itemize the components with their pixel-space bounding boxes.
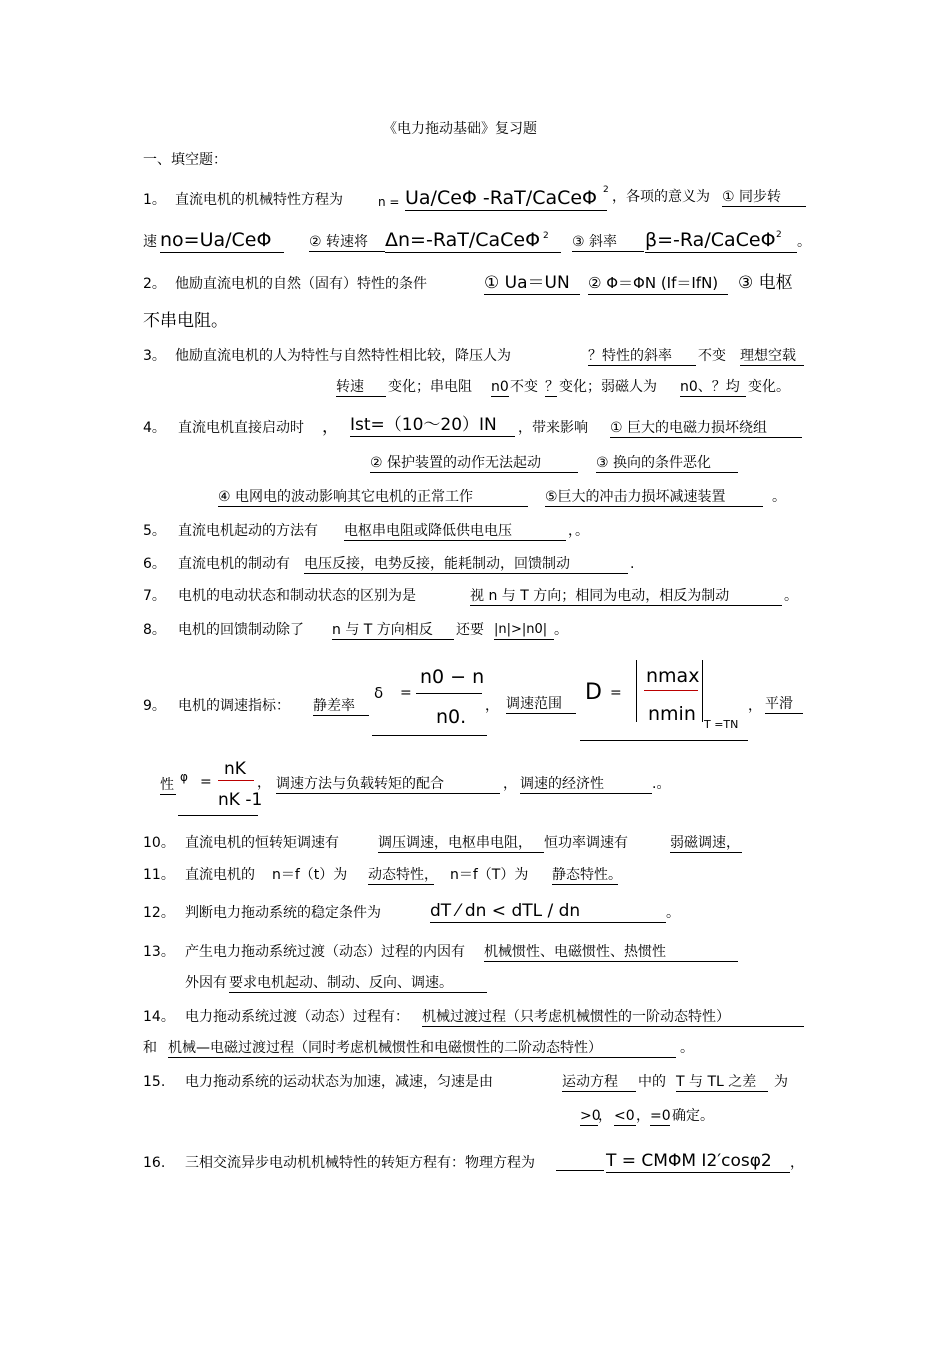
q9-end: .。 bbox=[652, 776, 671, 792]
q9-nmin: nmin bbox=[648, 703, 696, 725]
q2-answer-2: ② Φ＝ΦN (If＝IfN) bbox=[588, 272, 728, 295]
q3-stem: 他励直流电机的人为特性与自然特性相比较，降压人为 bbox=[175, 348, 511, 364]
q9-fraction-denominator: n0. bbox=[436, 706, 467, 728]
q6-stem: 直流电机的制动有 bbox=[178, 556, 290, 572]
q1-answer-2-sup: 2 bbox=[543, 231, 549, 241]
q9-underline-1 bbox=[372, 735, 487, 736]
q1-mid: ，各项的意义为 bbox=[612, 189, 710, 205]
q1-sup: 2 bbox=[603, 185, 609, 195]
q9-underline-3 bbox=[178, 815, 258, 816]
q4-number: 4。 bbox=[143, 420, 166, 436]
q14-end: 。 bbox=[680, 1040, 694, 1056]
q1-answer-1b: 速 bbox=[143, 234, 157, 250]
q4-formula: Ist=（10～20）IN bbox=[350, 414, 515, 437]
q5-stem: 直流电机起动的方法有 bbox=[178, 523, 318, 539]
q12-number: 12。 bbox=[143, 905, 175, 921]
q2-number: 2。 bbox=[143, 276, 166, 292]
q5-number: 5。 bbox=[143, 523, 166, 539]
q10-number: 10。 bbox=[143, 835, 175, 851]
q2-stem: 他励直流电机的自然（固有）特性的条件 bbox=[175, 276, 427, 292]
q4-answer-5: ⑤巨大的冲击力损坏减速装置 bbox=[545, 488, 763, 507]
q9-nmax: nmax bbox=[646, 665, 700, 687]
q15-comma-2: ， bbox=[636, 1108, 650, 1124]
q9-answer-5: 调速的经济性 bbox=[520, 775, 652, 794]
q3-text-4: 变化；弱磁人为 bbox=[559, 379, 657, 395]
q11-answer-2: 静态特性。 bbox=[552, 867, 622, 883]
q11-f2: n＝f（T）为 bbox=[450, 867, 529, 883]
q15-answer-4: <0 bbox=[614, 1108, 635, 1124]
q5-end: ，。 bbox=[568, 523, 589, 539]
q1-answer-1a: ① 同步转 bbox=[722, 188, 806, 207]
q15-answer-2: T 与 TL 之差 bbox=[676, 1073, 768, 1092]
q1-answer-1c: no=Ua/CeΦ bbox=[160, 228, 284, 253]
q3-answer-5: ？ bbox=[545, 379, 559, 395]
q3-answer-6: n0、？均 bbox=[680, 378, 746, 397]
q12-stem: 判断电力拖动系统的稳定条件为 bbox=[185, 905, 381, 921]
q9-fraction-bar bbox=[416, 693, 482, 694]
q1-answer-2-label: ② 转速将 bbox=[309, 233, 385, 252]
q9-bracket-left bbox=[636, 660, 637, 722]
q12-answer: dT ⁄ dn < dTL / dn bbox=[430, 900, 666, 923]
q3-answer-2: 理想空载 bbox=[740, 347, 804, 366]
q3-text-5: 变化。 bbox=[748, 379, 790, 395]
q6-number: 6。 bbox=[143, 556, 166, 572]
q15-comma-1: ， bbox=[598, 1108, 612, 1124]
q3-text-3: 不变 bbox=[510, 379, 538, 395]
q9-D: D bbox=[585, 680, 602, 705]
q15-stem: 电力拖动系统的运动状态为加速，减速，匀速是由 bbox=[185, 1074, 493, 1090]
q13-answer-2: 要求电机起动、制动、反向、调速。 bbox=[229, 974, 487, 993]
q11-stem: 直流电机的 bbox=[185, 867, 255, 883]
q9-condition: T =TN bbox=[704, 718, 739, 731]
q9-delta: δ bbox=[374, 684, 384, 702]
q3-answer-3: 转速 bbox=[336, 378, 386, 397]
q7-end: 。 bbox=[784, 588, 798, 604]
q9-comma-1: ， bbox=[485, 698, 499, 714]
q14-answer-1: 机械过渡过程（只考虑机械惯性的一阶动态特性） bbox=[422, 1008, 804, 1027]
q4-answer-1: ① 巨大的电磁力损坏绕组 bbox=[610, 419, 802, 438]
q1-answer-3: β=-Ra/CaCeΦ bbox=[645, 228, 797, 253]
q9-comma-2: ， bbox=[748, 698, 762, 714]
q6-answer: 电压反接，电势反接，能耗制动，回馈制动 bbox=[304, 555, 628, 574]
q3-text-2: 变化；串电阻 bbox=[388, 379, 472, 395]
q4-comma: ， bbox=[322, 417, 339, 437]
q8-answer-1: n 与 T 方向相反 bbox=[332, 621, 454, 640]
q13-stem: 产生电力拖动系统过渡（动态）过程的内因有 bbox=[185, 944, 465, 960]
q4-answer-4: ④ 电网电的波动影响其它电机的正常工作 bbox=[218, 488, 528, 507]
q9-D-eq: = bbox=[610, 685, 622, 701]
q9-nK-1: nK -1 bbox=[218, 790, 263, 810]
q11-number: 11。 bbox=[143, 867, 175, 883]
q10-mid: 恒功率调速有 bbox=[544, 835, 628, 851]
q12-end: 。 bbox=[666, 905, 680, 921]
q15-mid-2: 为 bbox=[774, 1074, 788, 1090]
q13-number: 13。 bbox=[143, 944, 175, 960]
page-title: 《电力拖动基础》复习题 bbox=[383, 121, 537, 137]
q3-number: 3。 bbox=[143, 348, 166, 364]
q3-answer-1: ？特性的斜率 bbox=[588, 347, 696, 366]
q9-phi-bar bbox=[218, 780, 254, 781]
q9-number: 9。 bbox=[143, 698, 166, 714]
q11-f1: n＝f（t）为 bbox=[272, 867, 348, 883]
q2-answer-3: ③ 电枢 bbox=[738, 273, 793, 293]
q15-answer-5: =0 bbox=[650, 1108, 671, 1124]
q16-stem: 三相交流异步电动机机械特性的转矩方程有：物理方程为 bbox=[185, 1155, 535, 1171]
q4-answer-2: ② 保护装置的动作无法起动 bbox=[370, 454, 578, 473]
q14-answer-2: 机械—电磁过渡过程（同时考虑机械惯性和电磁惯性的二阶动态特性） bbox=[168, 1039, 676, 1058]
q14-stem-2: 和 bbox=[143, 1040, 157, 1056]
q9-bracket-right bbox=[702, 660, 703, 722]
q9-answer-3b: 性 bbox=[160, 777, 174, 793]
q9-answer-1: 静差率 bbox=[313, 697, 369, 716]
q15-mid: 中的 bbox=[638, 1074, 666, 1090]
q14-number: 14。 bbox=[143, 1009, 175, 1025]
q9-phi-eq: = bbox=[200, 774, 212, 790]
q15-answer-3: >0 bbox=[580, 1108, 601, 1124]
q9-answer-2: 调速范围 bbox=[506, 695, 576, 714]
q4-mid: ，带来影响 bbox=[518, 420, 588, 436]
q3-answer-4: n0 bbox=[491, 379, 509, 395]
q9-comma-3: ， bbox=[257, 775, 271, 791]
q15-end: 确定。 bbox=[672, 1108, 714, 1124]
q9-fraction-numerator: n0 − n bbox=[420, 666, 485, 688]
q11-answer-1: 动态特性， bbox=[368, 867, 438, 883]
q1-answer-2: Δn=-RaT/CaCeΦ bbox=[385, 228, 561, 253]
q8-stem: 电机的回馈制动除了 bbox=[178, 622, 304, 638]
q4-answer-3: ③ 换向的条件恶化 bbox=[596, 454, 738, 473]
q9-nK: nK bbox=[224, 759, 246, 779]
q15-number: 15. bbox=[143, 1074, 166, 1090]
section-heading: 一、填空题： bbox=[143, 152, 227, 168]
q14-stem: 电力拖动系统过渡（动态）过程有： bbox=[185, 1009, 409, 1025]
q8-end: 。 bbox=[554, 622, 568, 638]
q4-end: 。 bbox=[772, 489, 786, 505]
q1-end: 。 bbox=[797, 234, 811, 250]
q8-number: 8。 bbox=[143, 622, 166, 638]
q1-n-eq: n = bbox=[378, 195, 400, 209]
q4-stem: 直流电机直接启动时 bbox=[178, 420, 304, 436]
q8-mid: 还要 bbox=[456, 622, 484, 638]
q1-answer-3-label: ③ 斜率 bbox=[572, 233, 644, 252]
q10-answer-1: 调压调速，电枢串电阻， bbox=[378, 834, 544, 853]
q9-D-bar bbox=[644, 690, 698, 691]
q10-answer-2: 弱磁调速， bbox=[670, 835, 740, 851]
q15-answer-1: 运动方程 bbox=[562, 1073, 636, 1092]
q1-number: 1。 bbox=[143, 192, 166, 208]
q16-blank-line bbox=[556, 1170, 604, 1171]
q8-answer-2: |n|>|n0| bbox=[494, 621, 554, 640]
q10-stem: 直流电机的恒转矩调速有 bbox=[185, 835, 339, 851]
q9-stem: 电机的调速指标： bbox=[178, 698, 290, 714]
q7-stem: 电机的电动状态和制动状态的区别为是 bbox=[178, 588, 416, 604]
q16-end: ， bbox=[790, 1155, 804, 1171]
q9-phi: φ bbox=[180, 770, 188, 784]
q9-underline-2 bbox=[580, 740, 748, 741]
q5-answer: 电枢串电阻或降低供电电压 bbox=[344, 522, 566, 541]
q13-answer-1: 机械惯性、电磁惯性、热惯性 bbox=[484, 943, 738, 962]
q7-answer: 视 n 与 T 方向；相同为电动，相反为制动 bbox=[470, 587, 782, 606]
q9-answer-4: 调速方法与负载转矩的配合 bbox=[276, 775, 500, 794]
q7-number: 7。 bbox=[143, 588, 166, 604]
q9-eq: = bbox=[400, 685, 412, 701]
q2-answer-3b: 不串电阻。 bbox=[143, 311, 228, 331]
q2-answer-1: ① Ua＝UN bbox=[484, 272, 580, 295]
q9-comma-4: ， bbox=[503, 776, 517, 792]
q9-answer-3: 平滑 bbox=[765, 695, 803, 714]
q16-number: 16. bbox=[143, 1155, 166, 1171]
q3-text-1: 不变 bbox=[698, 348, 726, 364]
q1-answer-3-sup: 2 bbox=[776, 230, 782, 240]
q1-formula: Ua/CeΦ -RaT/CaCeΦ bbox=[405, 186, 607, 211]
q16-formula: T = CMΦM I2′cosφ2 bbox=[606, 1150, 790, 1173]
q1-stem: 直流电机的机械特性方程为 bbox=[175, 192, 343, 208]
q6-end: . bbox=[630, 556, 635, 572]
q13-stem-2: 外因有 bbox=[185, 975, 227, 991]
